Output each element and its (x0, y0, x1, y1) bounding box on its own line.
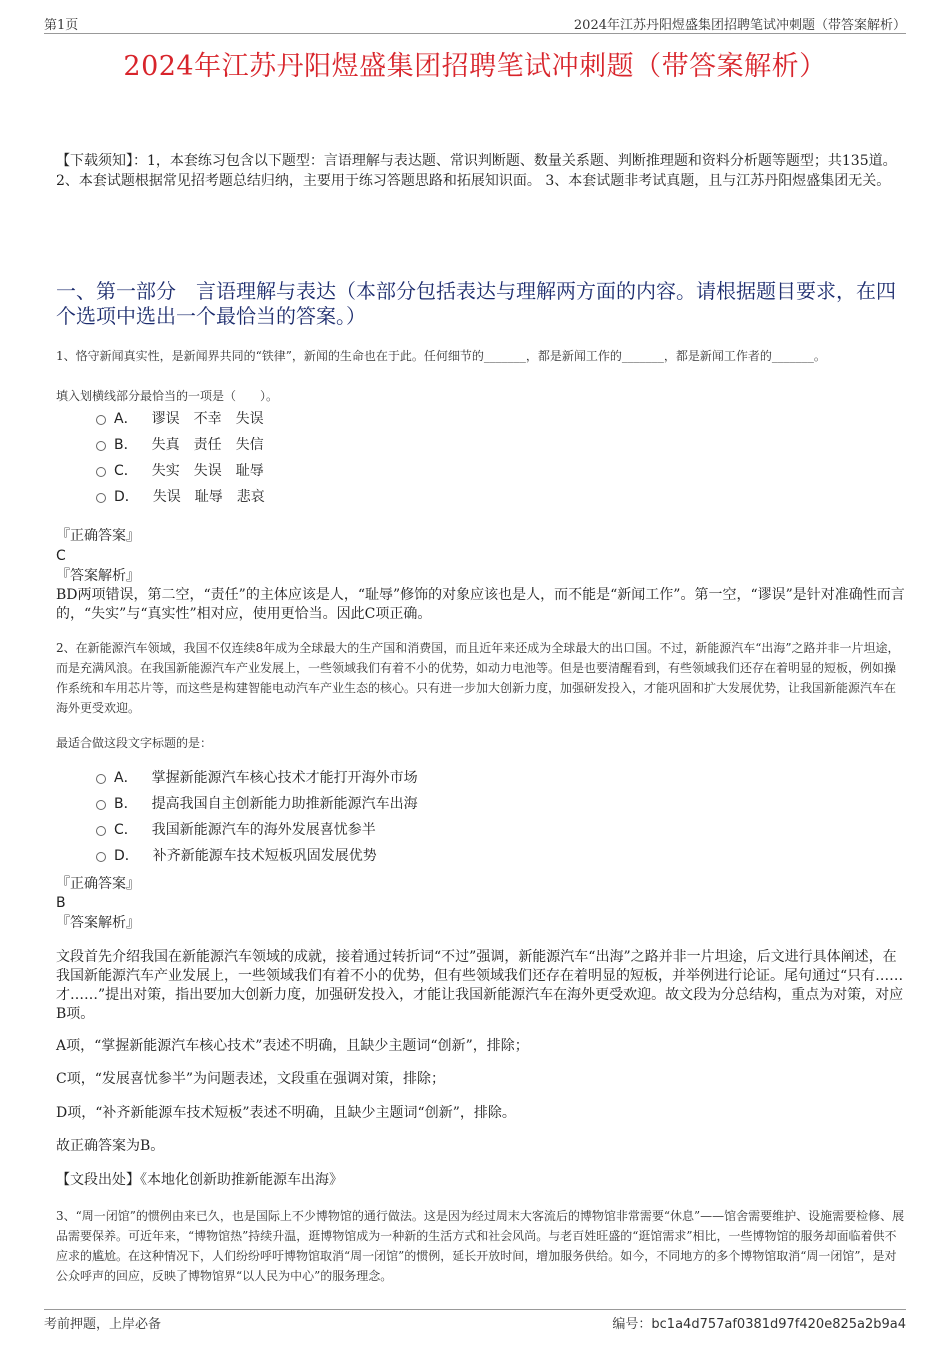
q1-option-c[interactable]: C． 失实 失误 耻辱 (96, 461, 264, 481)
q1-option-a[interactable]: A． 谬误 不幸 失误 (96, 409, 264, 429)
q2-note-a: A项，“掌握新能源汽车核心技术”表述不明确，且缺少主题词“创新”，排除； (56, 1038, 529, 1054)
q2-option-b[interactable]: B． 提高我国自主创新能力助推新能源汽车出海 (96, 794, 418, 814)
q1-analysis: BD两项错误，第二空，“责任”的主体应该是人，“耻辱”修饰的对象应该也是人，而不能是“新闻工作”。第一空，“谬误”是针对准确性而言的，“失实”与“真实性”相对应，使用更恰当。因此C项正确。 (56, 587, 905, 622)
q1-answer-label: 『正确答案』 (56, 528, 140, 544)
header-divider (44, 33, 906, 34)
section-title: 一、第一部分 言语理解与表达（本部分包括表达与理解两方面的内容。请根据题目要求，在四个选项中选出一个最恰当的答案。） (56, 279, 896, 328)
radio-icon[interactable] (96, 467, 106, 477)
footer-code: 编号：bc1a4d757af0381d97f420e825a2b9a4 (612, 1317, 906, 1332)
q2-analysis-label: 『答案解析』 (56, 915, 140, 931)
q2-source (56, 1171, 906, 1190)
q2-option-c[interactable]: C． 我国新能源汽车的海外发展喜忧参半 (96, 820, 376, 840)
notice-tag: 【下载须知】 (56, 153, 133, 169)
q1-option-b[interactable]: B． 失真 责任 失信 (96, 435, 264, 455)
source-title: 《本地化创新助推新能源车出海》 (140, 1172, 343, 1188)
document-code: bc1a4d757af0381d97f420e825a2b9a4 (651, 1317, 906, 1332)
question-2-prompt: 最适合做这段文字标题的是： (56, 736, 213, 750)
radio-icon[interactable] (96, 774, 106, 784)
q1-analysis-label: 『答案解析』 (56, 568, 140, 584)
q2-answer-label: 『正确答案』 (56, 876, 140, 892)
q2-conclusion: 故正确答案为B。 (56, 1138, 165, 1154)
question-2-stem: 2、在新能源汽车领域，我国不仅连续8年成为全球最大的生产国和消费国，而且近年来还成为全球最大的出口国。不过，新能源汽车“出海”之路并非一片坦途，而是充满风浪。在我国新能源汽车产业发展上，一些领域我们有着不小的优势，如动力电池等。但是也要清醒看到，有些领域我们还存在着明显的短板，例如操作系统和车用芯片等，而这些是构建智能电动汽车产业生态的核心。只有进一步加大创新力度，加强研发投入，才能巩固和扩大发展优势，让我国新能源汽车在海外更受欢迎。 (56, 641, 900, 715)
q1-answer: C (56, 548, 66, 564)
source-tag: 【文段出处】 (56, 1172, 140, 1188)
download-notice (56, 151, 906, 191)
notice-text: ：1，本套练习包含以下题型：言语理解与表达题、常识判断题、数量关系题、判断推理题和资料分析题等题型；共135道。 2、本套试题根据常见招考题总结归纳，主要用于练习答题思路和拓展知识面。 3、本套试题非考试真题，且与江苏丹阳煜盛集团无关。 (56, 153, 897, 189)
radio-icon[interactable] (96, 441, 106, 451)
q2-note-d: D项，“补齐新能源车技术短板”表述不明确，且缺少主题词“创新”，排除。 (56, 1105, 516, 1121)
q2-analysis: 文段首先介绍我国在新能源汽车领域的成就，接着通过转折词“不过”强调，新能源汽车“出海”之路并非一片坦途，后文进行具体阐述，在我国新能源汽车产业发展上，一些领域我们有着不小的优势，但有些领域我们还存在着明显的短板，并举例进行论证。尾句通过“只有……才……”提出对策，指出要加大创新力度，加强研发投入，才能让我国新能源汽车在海外更受欢迎。故文段为分总结构，重点为对策，对应B项。 (56, 949, 904, 1022)
q2-option-a[interactable]: A． 掌握新能源汽车核心技术才能打开海外市场 (96, 768, 418, 788)
q2-answer: B (56, 895, 66, 911)
footer-divider (44, 1309, 906, 1310)
footer-slogan: 考前押题，上岸必备 (44, 1317, 162, 1332)
radio-icon[interactable] (96, 800, 106, 810)
q2-note-c: C项，“发展喜忧参半”为问题表述，文段重在强调对策，排除； (56, 1071, 446, 1087)
document-title: 2024年江苏丹阳煜盛集团招聘笔试冲刺题（带答案解析） (123, 51, 827, 82)
running-header: 2024年江苏丹阳煜盛集团招聘笔试冲刺题（带答案解析） (573, 18, 906, 33)
question-1-stem: 1、恪守新闻真实性，是新闻界共同的“铁律”，新闻的生命也在于此。任何细节的_______，都是新闻工作的_______，都是新闻工作者的_______。 (56, 349, 826, 363)
question-3-stem: 3、“周一闭馆”的惯例由来已久，也是国际上不少博物馆的通行做法。这是因为经过周末大客流后的博物馆非常需要“休息”——馆舍需要维护、设施需要检修、展品需要保养。可近年来，“博物馆热”持续升温，逛博物馆成为一种新的生活方式和社会风尚。与老百姓旺盛的“逛馆需求”相比，一些博物馆的服务却面临着供不应求的尴尬。在这种情况下，人们纷纷呼吁博物馆取消“周一闭馆”的惯例，延长开放时间，增加服务供给。如今，不同地方的多个博物馆取消“周一闭馆”，是对公众呼声的回应，反映了博物馆界“以人民为中心”的服务理念。 (56, 1209, 905, 1283)
radio-icon[interactable] (96, 852, 106, 862)
radio-icon[interactable] (96, 826, 106, 836)
q1-option-d[interactable]: D． 失误 耻辱 悲哀 (96, 487, 265, 507)
page-number: 第1页 (44, 18, 79, 33)
radio-icon[interactable] (96, 415, 106, 425)
radio-icon[interactable] (96, 493, 106, 503)
q2-option-d[interactable]: D． 补齐新能源车技术短板巩固发展优势 (96, 846, 377, 866)
question-1-prompt: 填入划横线部分最恰当的一项是（ ）。 (56, 389, 279, 403)
